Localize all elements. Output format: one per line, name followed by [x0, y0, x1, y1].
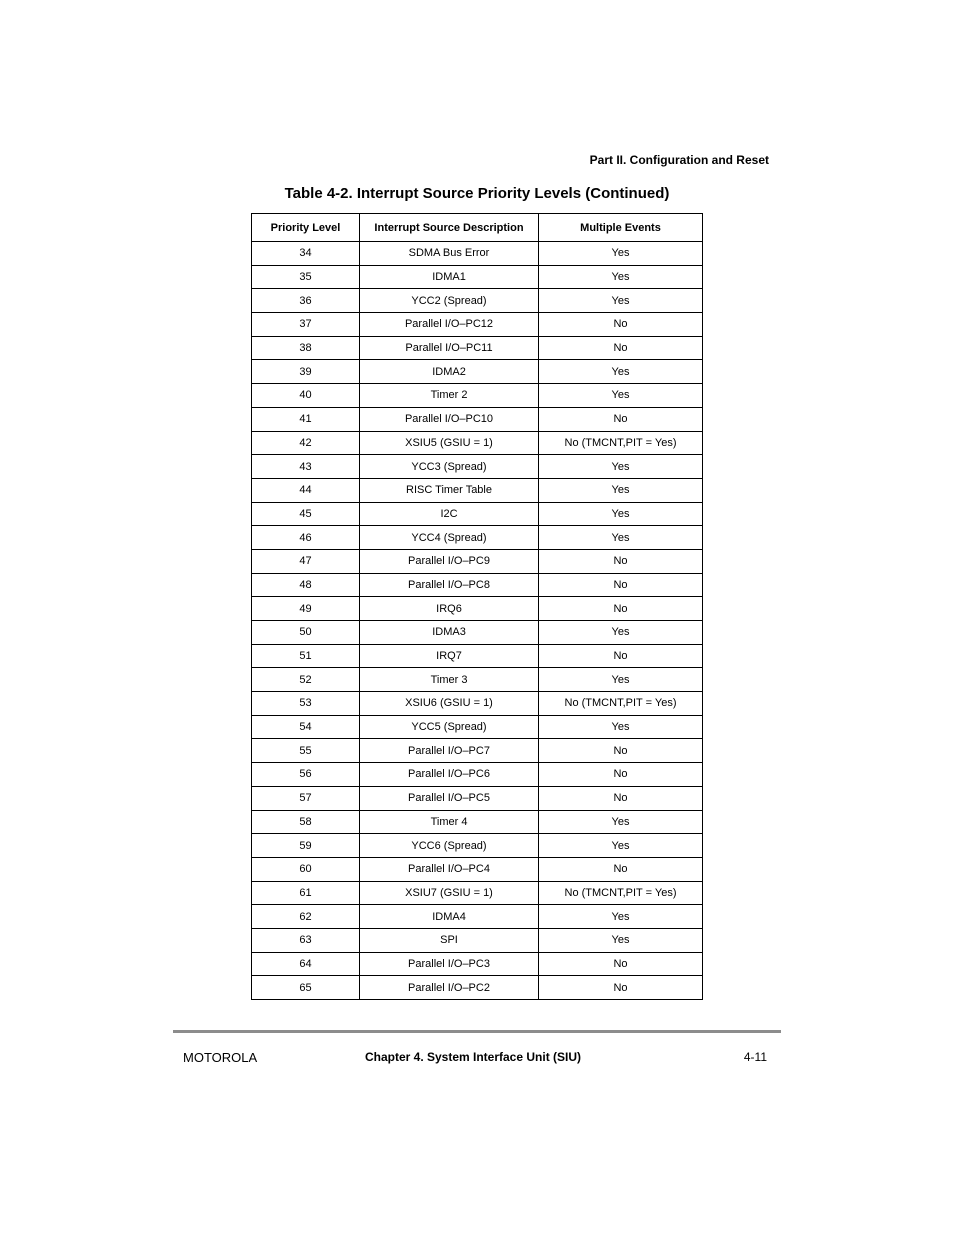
- cell-multiple-events: No (TMCNT,PIT = Yes): [539, 881, 703, 905]
- cell-interrupt-source: XSIU6 (GSIU = 1): [360, 692, 539, 716]
- cell-priority-level: 43: [252, 455, 360, 479]
- cell-multiple-events: Yes: [539, 526, 703, 550]
- cell-interrupt-source: Parallel I/O–PC2: [360, 976, 539, 1000]
- cell-multiple-events: No: [539, 549, 703, 573]
- table-row: [252, 360, 703, 384]
- cell-multiple-events: Yes: [539, 242, 703, 266]
- cell-priority-level: 49: [252, 597, 360, 621]
- table-row: [252, 549, 703, 573]
- cell-multiple-events: Yes: [539, 360, 703, 384]
- cell-multiple-events: No: [539, 336, 703, 360]
- cell-multiple-events: No (TMCNT,PIT = Yes): [539, 431, 703, 455]
- cell-multiple-events: Yes: [539, 810, 703, 834]
- cell-priority-level: 62: [252, 905, 360, 929]
- column-header-priority-level: Priority Level: [252, 214, 360, 242]
- cell-multiple-events: Yes: [539, 502, 703, 526]
- table-row: [252, 526, 703, 550]
- cell-interrupt-source: XSIU7 (GSIU = 1): [360, 881, 539, 905]
- cell-interrupt-source: IRQ6: [360, 597, 539, 621]
- table-row: [252, 289, 703, 313]
- cell-multiple-events: No: [539, 597, 703, 621]
- cell-multiple-events: No: [539, 739, 703, 763]
- cell-priority-level: 39: [252, 360, 360, 384]
- cell-interrupt-source: Parallel I/O–PC4: [360, 857, 539, 881]
- table-row: [252, 905, 703, 929]
- table-row: [252, 336, 703, 360]
- cell-priority-level: 34: [252, 242, 360, 266]
- footer-brand: MOTOROLA: [183, 1050, 258, 1065]
- cell-priority-level: 64: [252, 952, 360, 976]
- cell-priority-level: 60: [252, 857, 360, 881]
- cell-priority-level: 41: [252, 407, 360, 431]
- table-header-row: [252, 214, 703, 242]
- column-header-interrupt-source: Interrupt Source Description: [360, 214, 539, 242]
- table-row: [252, 810, 703, 834]
- cell-interrupt-source: Parallel I/O–PC3: [360, 952, 539, 976]
- table-row: [252, 928, 703, 952]
- cell-priority-level: 56: [252, 763, 360, 787]
- cell-priority-level: 53: [252, 692, 360, 716]
- cell-interrupt-source: Parallel I/O–PC12: [360, 313, 539, 337]
- table-row: [252, 644, 703, 668]
- table-row: [252, 502, 703, 526]
- cell-priority-level: 38: [252, 336, 360, 360]
- cell-priority-level: 50: [252, 621, 360, 645]
- cell-interrupt-source: IRQ7: [360, 644, 539, 668]
- cell-multiple-events: No: [539, 763, 703, 787]
- cell-interrupt-source: YCC3 (Spread): [360, 455, 539, 479]
- cell-multiple-events: No: [539, 573, 703, 597]
- table-row: [252, 763, 703, 787]
- cell-interrupt-source: Parallel I/O–PC5: [360, 786, 539, 810]
- cell-interrupt-source: Parallel I/O–PC8: [360, 573, 539, 597]
- footer-page-number: 4-11: [743, 1050, 767, 1064]
- cell-priority-level: 37: [252, 313, 360, 337]
- cell-interrupt-source: IDMA4: [360, 905, 539, 929]
- cell-priority-level: 54: [252, 715, 360, 739]
- cell-priority-level: 59: [252, 834, 360, 858]
- cell-priority-level: 55: [252, 739, 360, 763]
- cell-priority-level: 47: [252, 549, 360, 573]
- cell-multiple-events: No: [539, 857, 703, 881]
- cell-priority-level: 35: [252, 265, 360, 289]
- cell-multiple-events: Yes: [539, 265, 703, 289]
- table-row: [252, 431, 703, 455]
- cell-interrupt-source: Timer 4: [360, 810, 539, 834]
- cell-priority-level: 57: [252, 786, 360, 810]
- cell-multiple-events: Yes: [539, 905, 703, 929]
- table-row: [252, 313, 703, 337]
- cell-priority-level: 40: [252, 384, 360, 408]
- cell-priority-level: 63: [252, 928, 360, 952]
- cell-multiple-events: Yes: [539, 715, 703, 739]
- cell-interrupt-source: YCC2 (Spread): [360, 289, 539, 313]
- cell-priority-level: 36: [252, 289, 360, 313]
- cell-multiple-events: Yes: [539, 289, 703, 313]
- cell-multiple-events: Yes: [539, 668, 703, 692]
- cell-priority-level: 46: [252, 526, 360, 550]
- table-row: [252, 786, 703, 810]
- table-row: [252, 455, 703, 479]
- cell-interrupt-source: IDMA1: [360, 265, 539, 289]
- footer-rule: [173, 1030, 781, 1033]
- cell-interrupt-source: IDMA3: [360, 621, 539, 645]
- table-row: [252, 834, 703, 858]
- column-header-multiple-events: Multiple Events: [539, 214, 703, 242]
- table-row: [252, 715, 703, 739]
- cell-priority-level: 42: [252, 431, 360, 455]
- priority-table: [251, 213, 703, 1000]
- cell-interrupt-source: I2C: [360, 502, 539, 526]
- cell-interrupt-source: SDMA Bus Error: [360, 242, 539, 266]
- table-row: [252, 573, 703, 597]
- cell-priority-level: 45: [252, 502, 360, 526]
- cell-priority-level: 48: [252, 573, 360, 597]
- cell-multiple-events: Yes: [539, 834, 703, 858]
- cell-interrupt-source: XSIU5 (GSIU = 1): [360, 431, 539, 455]
- cell-multiple-events: Yes: [539, 621, 703, 645]
- cell-interrupt-source: Parallel I/O–PC9: [360, 549, 539, 573]
- cell-priority-level: 61: [252, 881, 360, 905]
- part-header: Part II. Configuration and Reset: [589, 153, 769, 167]
- cell-priority-level: 51: [252, 644, 360, 668]
- table-row: [252, 857, 703, 881]
- footer-chapter-title: Chapter 4. System Interface Unit (SIU): [364, 1050, 582, 1064]
- cell-interrupt-source: Parallel I/O–PC6: [360, 763, 539, 787]
- table-row: [252, 478, 703, 502]
- table-row: [252, 952, 703, 976]
- cell-interrupt-source: Timer 2: [360, 384, 539, 408]
- cell-interrupt-source: YCC6 (Spread): [360, 834, 539, 858]
- table-row: [252, 384, 703, 408]
- cell-multiple-events: No: [539, 976, 703, 1000]
- cell-multiple-events: Yes: [539, 928, 703, 952]
- table-row: [252, 597, 703, 621]
- cell-interrupt-source: YCC5 (Spread): [360, 715, 539, 739]
- cell-multiple-events: No: [539, 313, 703, 337]
- table-row: [252, 407, 703, 431]
- cell-multiple-events: No (TMCNT,PIT = Yes): [539, 692, 703, 716]
- cell-priority-level: 58: [252, 810, 360, 834]
- table-row: [252, 739, 703, 763]
- table-row: [252, 242, 703, 266]
- cell-multiple-events: No: [539, 407, 703, 431]
- table-row: [252, 621, 703, 645]
- table-body: [252, 242, 703, 1000]
- cell-interrupt-source: RISC Timer Table: [360, 478, 539, 502]
- cell-multiple-events: No: [539, 786, 703, 810]
- cell-interrupt-source: IDMA2: [360, 360, 539, 384]
- table-row: [252, 881, 703, 905]
- cell-interrupt-source: SPI: [360, 928, 539, 952]
- cell-priority-level: 44: [252, 478, 360, 502]
- cell-interrupt-source: Parallel I/O–PC11: [360, 336, 539, 360]
- table-row: [252, 668, 703, 692]
- cell-multiple-events: No: [539, 952, 703, 976]
- cell-multiple-events: No: [539, 644, 703, 668]
- cell-interrupt-source: Parallel I/O–PC7: [360, 739, 539, 763]
- table-row: [252, 976, 703, 1000]
- cell-interrupt-source: Timer 3: [360, 668, 539, 692]
- cell-interrupt-source: Parallel I/O–PC10: [360, 407, 539, 431]
- table-row: [252, 265, 703, 289]
- cell-multiple-events: Yes: [539, 384, 703, 408]
- table-title: Table 4-2. Interrupt Source Priority Levels (Continued): [284, 185, 670, 202]
- cell-multiple-events: Yes: [539, 478, 703, 502]
- cell-multiple-events: Yes: [539, 455, 703, 479]
- cell-interrupt-source: YCC4 (Spread): [360, 526, 539, 550]
- cell-priority-level: 52: [252, 668, 360, 692]
- cell-priority-level: 65: [252, 976, 360, 1000]
- table-row: [252, 692, 703, 716]
